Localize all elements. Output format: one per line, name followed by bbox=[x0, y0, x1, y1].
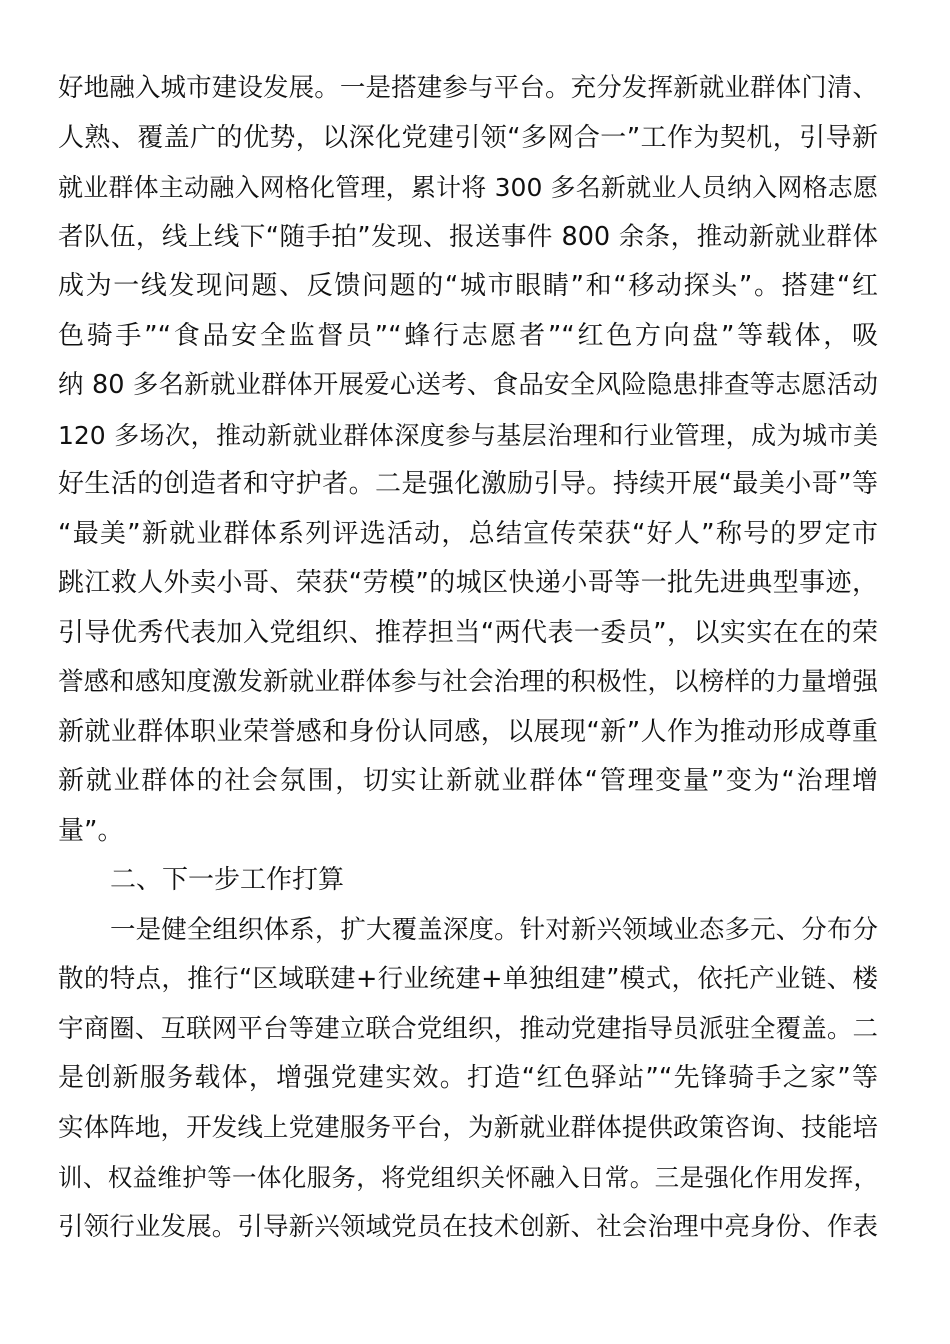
body-text-line: 新就业群体的社会氛围，切实让新就业群体“管理变量”变为“治理增 bbox=[58, 766, 878, 796]
body-text-line: 实体阵地，开发线上党建服务平台，为新就业群体提供政策咨询、技能培 bbox=[58, 1112, 878, 1143]
body-text-line: 引领行业发展。引导新兴领域党员在技术创新、社会治理中亮身份、作表 bbox=[58, 1211, 878, 1242]
body-text-line: 纳 80 多名新就业群体开展爱心送考、食品安全风险隐患排查等志愿活动 bbox=[58, 370, 878, 400]
body-text-line: 量”。 bbox=[58, 815, 124, 846]
body-text-line: 一是健全组织体系，扩大覆盖深度。针对新兴领域业态多元、分布分 bbox=[110, 914, 878, 945]
body-text-line: 散的特点，推行“区域联建+行业统建+单独组建”模式，依托产业链、楼 bbox=[58, 964, 878, 994]
body-text-line: 好地融入城市建设发展。一是搭建参与平台。充分发挥新就业群体门清、 bbox=[58, 73, 878, 103]
section-heading: 二、下一步工作打算 bbox=[110, 865, 345, 895]
body-text-line: 训、权益维护等一体化服务，将党组织关怀融入日常。三是强化作用发挥， bbox=[58, 1163, 878, 1192]
body-text-line: 引导优秀代表加入党组织、推荐担当“两代表一委员”，以实实在在的荣 bbox=[58, 617, 878, 648]
body-text-line: 色骑手”“食品安全监督员”“蜂行志愿者”“红色方向盘”等载体，吸 bbox=[58, 320, 878, 351]
body-text-line: 跳江救人外卖小哥、荣获“劳模”的城区快递小哥等一批先进典型事迹， bbox=[58, 568, 878, 598]
body-text-line: 是创新服务载体，增强党建实效。打造“红色驿站”“先锋骑手之家”等 bbox=[58, 1063, 878, 1093]
body-text-line: 者队伍，线上线下“随手拍”发现、报送事件 800 余条，推动新就业群体 bbox=[58, 221, 878, 252]
body-text-line: 成为一线发现问题、反馈问题的“城市眼睛”和“移动探头”。搭建“红 bbox=[58, 271, 878, 301]
body-text-line: 好生活的创造者和守护者。二是强化激励引导。持续开展“最美小哥”等 bbox=[58, 469, 878, 499]
body-text-line: 新就业群体职业荣誉感和身份认同感，以展现“新”人作为推动形成尊重 bbox=[58, 716, 878, 747]
body-text-line: 120 多场次，推动新就业群体深度参与基层治理和行业管理，成为城市美 bbox=[58, 420, 878, 450]
body-text-line: 誉感和感知度激发新就业群体参与社会治理的积极性，以榜样的力量增强 bbox=[58, 667, 878, 697]
body-text-line: “最美”新就业群体系列评选活动，总结宣传荣获“好人”称号的罗定市 bbox=[58, 518, 878, 549]
body-text-line: 宇商圈、互联网平台等建立联合党组织，推动党建指导员派驻全覆盖。二 bbox=[58, 1013, 878, 1044]
body-text-line: 就业群体主动融入网格化管理，累计将 300 多名新就业人员纳入网格志愿 bbox=[58, 173, 878, 202]
body-text-line: 人熟、覆盖广的优势，以深化党建引领“多网合一”工作为契机，引导新 bbox=[58, 122, 878, 153]
document-page bbox=[58, 64, 878, 1252]
